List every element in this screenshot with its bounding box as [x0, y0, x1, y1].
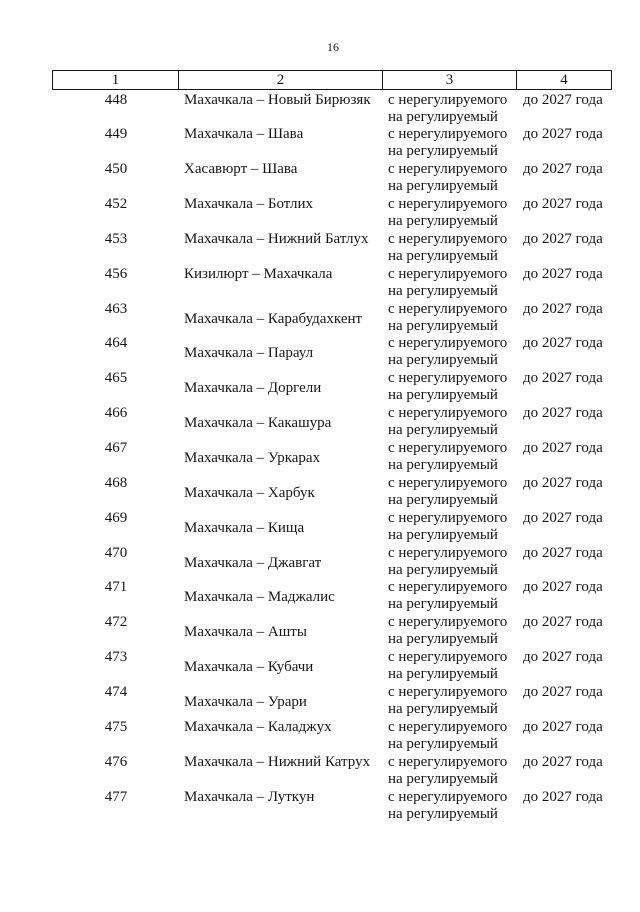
table-row: [0, 614, 640, 648]
regulation-from: с нерегулируемого: [388, 196, 508, 213]
row-number: 468: [104, 474, 128, 491]
table-row: [0, 196, 640, 230]
regulation-from: с нерегулируемого: [388, 161, 508, 178]
regulation-change: [388, 231, 507, 265]
regulation-change: [388, 440, 507, 474]
regulation-to: на регулируемый: [388, 178, 498, 195]
row-number: 452: [104, 196, 128, 213]
deadline: до 2027 года: [523, 370, 603, 387]
regulation-from: с нерегулируемого: [388, 683, 508, 700]
row-number: 475: [104, 718, 128, 735]
regulation-change: [388, 266, 507, 300]
regulation-change: [388, 649, 507, 683]
regulation-change: [388, 614, 507, 648]
regulation-from: с нерегулируемого: [388, 718, 508, 735]
regulation-change: [388, 754, 507, 788]
regulation-from: с нерегулируемого: [388, 405, 508, 422]
deadline: до 2027 года: [523, 753, 603, 770]
regulation-to: на регулируемый: [388, 666, 498, 683]
row-number: 470: [104, 544, 128, 561]
table-row: [0, 231, 640, 265]
row-number: 463: [104, 300, 128, 317]
regulation-to: на регулируемый: [388, 491, 498, 508]
regulation-change: [388, 370, 507, 404]
row-number: 465: [104, 370, 128, 387]
row-number: 471: [104, 579, 128, 596]
deadline: до 2027 года: [523, 474, 603, 491]
route-name: Махачкала – Параул: [184, 345, 314, 362]
deadline: до 2027 года: [523, 649, 603, 666]
deadline: до 2027 года: [523, 91, 603, 108]
regulation-to: на регулируемый: [388, 282, 498, 299]
route-name: Кизилюрт – Махачкала: [184, 265, 333, 282]
deadline: до 2027 года: [523, 579, 603, 596]
regulation-from: с нерегулируемого: [388, 509, 508, 526]
deadline: до 2027 года: [523, 718, 603, 735]
regulation-change: [388, 301, 507, 335]
table-row: [0, 684, 640, 718]
regulation-to: на регулируемый: [388, 700, 498, 717]
regulation-change: [388, 545, 507, 579]
regulation-from: с нерегулируемого: [388, 753, 508, 770]
regulation-to: на регулируемый: [388, 352, 498, 369]
regulation-to: на регулируемый: [388, 561, 498, 578]
regulation-to: на регулируемый: [388, 213, 498, 230]
column-header-3: 3: [383, 71, 517, 89]
regulation-to: на регулируемый: [388, 317, 498, 334]
row-number: 467: [104, 440, 128, 456]
regulation-change: [388, 92, 507, 126]
regulation-to: на регулируемый: [388, 805, 498, 822]
row-number: 456: [104, 265, 128, 282]
page-number: 16: [327, 40, 339, 54]
route-name: Махачкала – Доргели: [184, 380, 322, 397]
regulation-from: с нерегулируемого: [388, 649, 508, 666]
route-name: Махачкала – Маджалис: [184, 589, 335, 606]
table-row: [0, 510, 640, 544]
deadline: до 2027 года: [523, 196, 603, 213]
regulation-change: [388, 579, 507, 613]
regulation-to: на регулируемый: [388, 387, 498, 404]
regulation-to: на регулируемый: [388, 108, 498, 125]
regulation-from: с нерегулируемого: [388, 579, 508, 596]
route-name: Махачкала – Какашура: [184, 415, 332, 432]
route-name: Махачкала – Ботлих: [184, 196, 314, 213]
deadline: до 2027 года: [523, 683, 603, 700]
deadline: до 2027 года: [523, 161, 603, 178]
regulation-to: на регулируемый: [388, 457, 498, 473]
regulation-from: с нерегулируемого: [388, 370, 508, 387]
regulation-change: [388, 126, 507, 160]
regulation-from: с нерегулируемого: [388, 230, 508, 247]
regulation-from: с нерегулируемого: [388, 300, 508, 317]
regulation-from: с нерегулируемого: [388, 788, 508, 805]
regulation-change: [388, 684, 507, 718]
table-row: [0, 579, 640, 613]
route-name: Махачкала – Шава: [184, 126, 304, 143]
regulation-to: на регулируемый: [388, 770, 498, 787]
regulation-to: на регулируемый: [388, 631, 498, 648]
regulation-to: на регулируемый: [388, 247, 498, 264]
deadline: до 2027 года: [523, 405, 603, 422]
table-row: [0, 475, 640, 509]
row-number: 453: [104, 230, 128, 247]
regulation-change: [388, 196, 507, 230]
column-header-4: 4: [560, 72, 568, 88]
table-row: [0, 649, 640, 683]
row-number: 448: [104, 91, 128, 108]
column-header-1: 1: [53, 71, 179, 89]
route-name: Махачкала – Кища: [184, 519, 305, 536]
table-row: [0, 719, 640, 753]
route-name: Махачкала – Луткун: [184, 788, 315, 805]
route-name: Махачкала – Ашты: [184, 624, 307, 641]
deadline: до 2027 года: [523, 300, 603, 317]
deadline: до 2027 года: [523, 788, 603, 805]
table-row: [0, 161, 640, 195]
table-row: [0, 266, 640, 300]
row-number: 464: [104, 335, 128, 352]
deadline: до 2027 года: [523, 544, 603, 561]
regulation-from: с нерегулируемого: [388, 335, 508, 352]
table-row: [0, 301, 640, 335]
deadline: до 2027 года: [523, 265, 603, 282]
table-row: [0, 789, 640, 823]
deadline: до 2027 года: [523, 230, 603, 247]
table-row: [0, 370, 640, 404]
row-number: 466: [104, 405, 128, 422]
row-number: 469: [104, 509, 128, 526]
regulation-from: с нерегулируемого: [388, 265, 508, 282]
route-name: Махачкала – Нижний Катрух: [184, 753, 371, 770]
table-row: [0, 754, 640, 788]
regulation-change: [388, 789, 507, 823]
table-row: [0, 440, 640, 474]
deadline: до 2027 года: [523, 126, 603, 143]
regulation-to: на регулируемый: [388, 526, 498, 543]
route-name: Махачкала – Новый Бирюзяк: [184, 91, 371, 108]
row-number: 474: [104, 683, 128, 700]
regulation-change: [388, 719, 507, 753]
regulation-to: на регулируемый: [388, 143, 498, 160]
route-name: Махачкала – Карабудахкент: [184, 310, 363, 327]
row-number: 449: [104, 126, 128, 143]
regulation-change: [388, 161, 507, 195]
row-number: 476: [104, 753, 128, 770]
table-row: [0, 126, 640, 160]
route-name: Махачкала – Уркарах: [184, 450, 321, 466]
regulation-to: на регулируемый: [388, 422, 498, 439]
row-number: 477: [104, 788, 128, 805]
route-name: Махачкала – Харбук: [184, 484, 315, 501]
column-header-2: 2: [179, 71, 383, 89]
table-row: [0, 405, 640, 439]
route-name: Махачкала – Нижний Батлух: [184, 230, 369, 247]
regulation-change: [388, 475, 507, 509]
table-row: [0, 545, 640, 579]
regulation-from: с нерегулируемого: [388, 126, 508, 143]
regulation-from: с нерегулируемого: [388, 440, 508, 456]
regulation-from: с нерегулируемого: [388, 544, 508, 561]
route-name: Хасавюрт – Шава: [184, 161, 298, 178]
deadline: до 2027 года: [523, 614, 603, 631]
route-name: Махачкала – Урари: [184, 693, 307, 710]
row-number: 473: [104, 649, 128, 666]
regulation-to: на регулируемый: [388, 735, 498, 752]
row-number: 450: [104, 161, 128, 178]
route-name: Махачкала – Каладжух: [184, 718, 332, 735]
row-number: 472: [104, 614, 128, 631]
table-row: [0, 92, 640, 126]
deadline: до 2027 года: [523, 440, 603, 456]
route-name: Махачкала – Джавгат: [184, 554, 322, 571]
regulation-change: [388, 405, 507, 439]
regulation-to: на регулируемый: [388, 596, 498, 613]
deadline: до 2027 года: [523, 509, 603, 526]
regulation-from: с нерегулируемого: [388, 91, 508, 108]
route-name: Махачкала – Кубачи: [184, 659, 314, 676]
table-row: [0, 335, 640, 369]
regulation-from: с нерегулируемого: [388, 474, 508, 491]
regulation-change: [388, 510, 507, 544]
regulation-from: с нерегулируемого: [388, 614, 508, 631]
deadline: до 2027 года: [523, 335, 603, 352]
regulation-change: [388, 335, 507, 369]
